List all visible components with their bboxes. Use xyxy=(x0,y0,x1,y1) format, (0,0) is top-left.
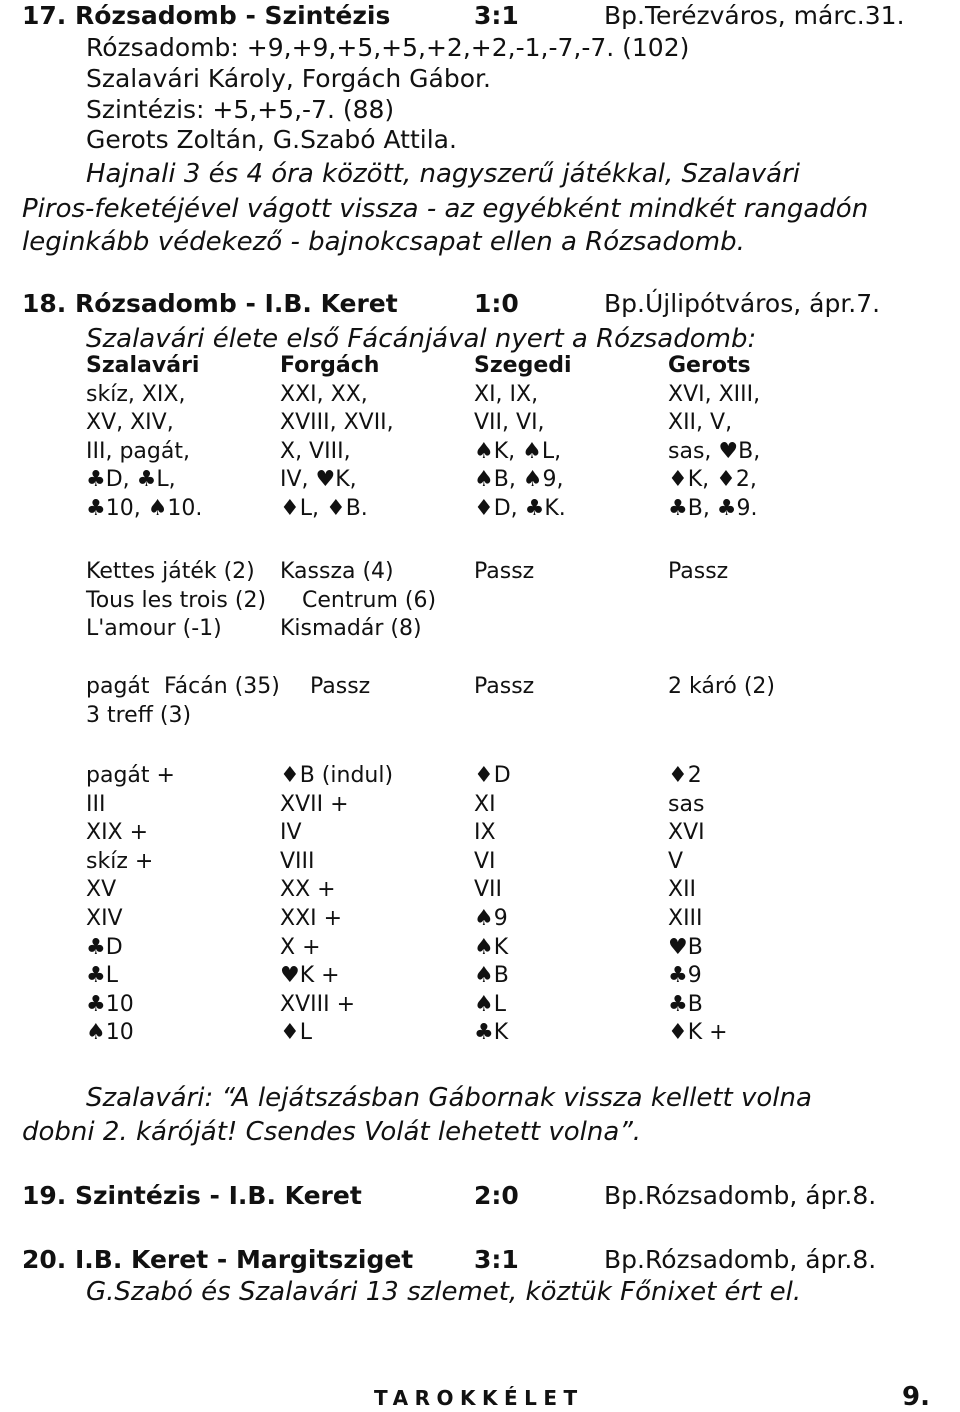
hand-cell: XV, XIV, xyxy=(86,410,174,436)
bid-cell: Passz xyxy=(474,559,535,584)
hands-table xyxy=(86,352,956,532)
bid-cell: Tous les trois (2) xyxy=(86,587,267,613)
page-number: 9. xyxy=(902,1382,930,1412)
game17-line: Rózsadomb: +9,+9,+5,+5,+2,+2,-1,-7,-7. (102) xyxy=(86,33,690,62)
play-cell: XIII xyxy=(668,906,703,931)
play-cell: XI xyxy=(474,791,496,817)
hand-cell: VII, VI, xyxy=(474,410,545,436)
play-cell: ♣D xyxy=(86,934,123,960)
game17-title: 17. Rózsadomb - Szintézis xyxy=(22,1,391,30)
play-cell: XV xyxy=(86,877,117,903)
game18-title: 18. Rózsadomb - I.B. Keret xyxy=(22,289,398,318)
play-cell: XIV xyxy=(86,906,123,931)
play-cell: X + xyxy=(280,934,321,960)
hand-cell: ♣10, ♠10. xyxy=(86,496,203,521)
hand-cell: ♣D, ♣L, xyxy=(86,467,176,493)
play-cell: ♣L xyxy=(86,963,118,989)
play-table xyxy=(86,762,956,1052)
play-cell: IX xyxy=(474,820,496,846)
hand-cell: X, VIII, xyxy=(280,438,351,464)
hand-cell: XXI, XX, xyxy=(280,381,368,407)
bid-cell: Kismadár (8) xyxy=(280,616,422,642)
play-cell: XVI xyxy=(668,820,705,846)
play-cell: ♦D xyxy=(474,763,511,788)
play-cell: ♠K xyxy=(474,934,509,960)
bid-cell: Kettes játék (2) xyxy=(86,559,255,584)
quote-line: Szalavári: “A lejátszásban Gábornak vissza kellett volna xyxy=(86,1083,812,1113)
hand-cell: XI, IX, xyxy=(474,381,539,407)
footer-brand: TAROKKÉLET xyxy=(374,1386,584,1410)
play-cell: XIX + xyxy=(86,820,149,846)
play-cell: VIII xyxy=(280,848,315,874)
game19-score: 2:0 xyxy=(474,1181,519,1210)
game19-title: 19. Szintézis - I.B. Keret xyxy=(22,1181,362,1210)
hand-cell: ♦L, ♦B. xyxy=(280,496,368,521)
play-cell: ♠B xyxy=(474,963,509,989)
game19-place: Bp.Rózsadomb, ápr.8. xyxy=(604,1181,877,1210)
play-cell: ♥K + xyxy=(280,963,340,989)
game18-subtitle: Szalavári élete első Fácánjával nyert a Rózsadomb: xyxy=(86,324,757,354)
player-name: Forgách xyxy=(280,353,380,378)
game17-comment: Hajnali 3 és 4 óra között, nagyszerű játékkal, Szalavári xyxy=(86,159,801,189)
bid-cell: Passz xyxy=(474,674,535,699)
hand-cell: ♣B, ♣9. xyxy=(668,496,758,521)
bidding-table xyxy=(86,558,956,648)
game17-comment: Piros-feketéjével vágott vissza - az egyébként mindkét rangadón xyxy=(22,194,869,224)
play-cell: V xyxy=(668,848,684,874)
play-cell: ♦2 xyxy=(668,763,702,788)
bidding-table-2 xyxy=(86,673,956,733)
play-cell: ♠9 xyxy=(474,906,508,931)
play-cell: ♣K xyxy=(474,1020,509,1046)
bid-cell: Kassza (4) xyxy=(280,559,394,584)
hand-cell: ♠B, ♠9, xyxy=(474,467,564,493)
hand-cell: III, pagát, xyxy=(86,438,190,464)
play-cell: skíz + xyxy=(86,848,154,874)
play-cell: VI xyxy=(474,848,496,874)
player-name: Gerots xyxy=(668,353,751,378)
play-cell: XX + xyxy=(280,877,336,903)
game17-line: Szalavári Károly, Forgách Gábor. xyxy=(86,64,491,93)
play-cell: ♠10 xyxy=(86,1020,134,1046)
play-cell: ♣B xyxy=(668,991,703,1017)
play-cell: III xyxy=(86,791,106,817)
game17-line: Gerots Zoltán, G.Szabó Attila. xyxy=(86,125,457,154)
hand-cell: XVI, XIII, xyxy=(668,381,761,407)
play-cell: XVIII + xyxy=(280,991,356,1017)
player-name: Szegedi xyxy=(474,353,572,378)
hand-cell: ♦K, ♦2, xyxy=(668,467,757,493)
hand-cell: XVIII, XVII, xyxy=(280,410,394,436)
play-cell: sas xyxy=(668,791,705,817)
bid-cell: Centrum (6) xyxy=(302,587,437,613)
bid-cell: 3 treff (3) xyxy=(86,702,192,728)
hand-cell: sas, ♥B, xyxy=(668,438,761,464)
player-name: Szalavári xyxy=(86,353,200,378)
bid-cell: L'amour (-1) xyxy=(86,616,222,642)
play-cell: XVII + xyxy=(280,791,349,817)
hand-cell: ♠K, ♠L, xyxy=(474,438,562,464)
play-cell: XXI + xyxy=(280,906,343,931)
bid-cell: Passz xyxy=(310,674,371,699)
game20-place: Bp.Rózsadomb, ápr.8. xyxy=(604,1245,877,1274)
game20-note: G.Szabó és Szalavári 13 szlemet, köztük Főnixet ért el. xyxy=(86,1277,802,1307)
hand-cell: ♦D, ♣K. xyxy=(474,496,566,521)
bid-cell: Passz xyxy=(668,559,729,584)
play-cell: IV xyxy=(280,820,302,846)
bid-cell: Fácán (35) xyxy=(164,674,280,699)
game18-score: 1:0 xyxy=(474,289,519,318)
hand-cell: XII, V, xyxy=(668,410,733,436)
game18-place: Bp.Újlipótváros, ápr.7. xyxy=(604,289,881,318)
hand-cell: skíz, XIX, xyxy=(86,381,186,407)
bid-cell: pagát xyxy=(86,674,150,699)
hand-cell: IV, ♥K, xyxy=(280,467,357,493)
play-cell: VII xyxy=(474,877,503,903)
game17-score: 3:1 xyxy=(474,1,519,30)
game17-place: Bp.Terézváros, márc.31. xyxy=(604,1,905,30)
game17-comment: leginkább védekező - bajnokcsapat ellen a Rózsadomb. xyxy=(22,227,745,257)
play-cell: ♠L xyxy=(474,991,506,1017)
play-cell: ♦B (indul) xyxy=(280,763,394,788)
game17-line: Szintézis: +5,+5,-7. (88) xyxy=(86,95,395,124)
play-cell: ♦L xyxy=(280,1020,312,1046)
quote-line: dobni 2. káróját! Csendes Volát lehetett volna”. xyxy=(22,1117,642,1147)
game20-score: 3:1 xyxy=(474,1245,519,1274)
play-cell: ♦K + xyxy=(668,1020,728,1046)
bid-cell: 2 káró (2) xyxy=(668,674,776,699)
play-cell: pagát + xyxy=(86,763,175,788)
play-cell: XII xyxy=(668,877,697,903)
game20-title: 20. I.B. Keret - Margitsziget xyxy=(22,1245,414,1274)
play-cell: ♣10 xyxy=(86,991,134,1017)
play-cell: ♥B xyxy=(668,934,703,960)
play-cell: ♣9 xyxy=(668,963,702,989)
